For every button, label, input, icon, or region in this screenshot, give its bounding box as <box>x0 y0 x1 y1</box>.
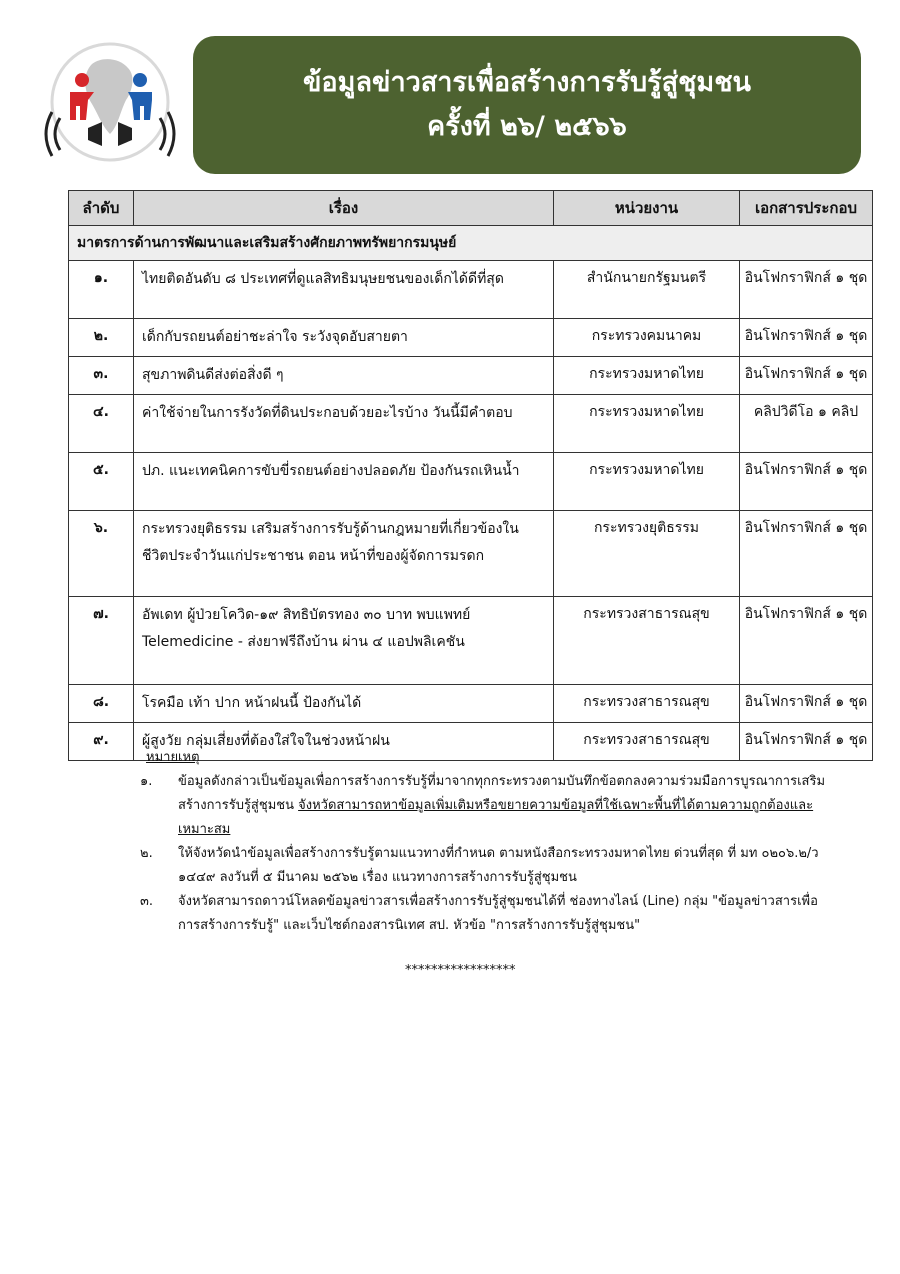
row-number: ๙. <box>69 723 134 761</box>
note-item <box>118 770 838 842</box>
row-topic: สุขภาพดินดีส่งต่อสิ่งดี ๆ <box>134 357 554 395</box>
table-row <box>69 511 873 597</box>
table-row <box>69 685 873 723</box>
header-no: ลำดับ <box>69 191 134 226</box>
note-item <box>118 842 838 890</box>
row-doc: อินโฟกราฟิกส์ ๑ ชุด <box>740 597 873 685</box>
row-doc: อินโฟกราฟิกส์ ๑ ชุด <box>740 357 873 395</box>
row-agency: กระทรวงคมนาคม <box>554 319 740 357</box>
section-row <box>69 226 873 261</box>
row-number: ๓. <box>69 357 134 395</box>
row-doc: อินโฟกราฟิกส์ ๑ ชุด <box>740 261 873 319</box>
news-table <box>68 190 873 761</box>
row-topic: เด็กกับรถยนต์อย่าชะล่าใจ ระวังจุดอับสายตา <box>134 319 554 357</box>
row-agency: กระทรวงสาธารณสุข <box>554 597 740 685</box>
row-number: ๒. <box>69 319 134 357</box>
row-topic: ไทยติดอันดับ ๘ ประเทศที่ดูแลสิทธิมนุษยชนของเด็กได้ดีที่สุด <box>134 261 554 319</box>
row-agency: กระทรวงมหาดไทย <box>554 357 740 395</box>
row-number: ๑. <box>69 261 134 319</box>
section-title: มาตรการด้านการพัฒนาและเสริมสร้างศักยภาพทรัพยากรมนุษย์ <box>69 226 873 261</box>
header-topic: เรื่อง <box>134 191 554 226</box>
row-number: ๖. <box>69 511 134 597</box>
header-doc: เอกสารประกอบ <box>740 191 873 226</box>
row-topic: ค่าใช้จ่ายในการรังวัดที่ดินประกอบด้วยอะไรบ้าง วันนี้มีคำตอบ <box>134 395 554 453</box>
row-doc: อินโฟกราฟิกส์ ๑ ชุด <box>740 685 873 723</box>
row-agency: กระทรวงสาธารณสุข <box>554 723 740 761</box>
row-topic: อัพเดท ผู้ป่วยโควิด-๑๙ สิทธิบัตรทอง ๓๐ บาท พบแพทย์ Telemedicine - ส่งยาฟรีถึงบ้าน ผ่าน ๔ แอปพลิเคชัน <box>134 597 554 685</box>
row-doc: อินโฟกราฟิกส์ ๑ ชุด <box>740 723 873 761</box>
note-text-underlined: จังหวัดสามารถหาข้อมูลเพิ่มเติมหรือขยายความข้อมูลที่ใช้เฉพาะพื้นที่ได้ตามความถูกต้องและเหมาะสม <box>178 798 814 837</box>
note-text: ให้จังหวัดนำข้อมูลเพื่อสร้างการรับรู้ตามแนวทางที่กำหนด ตามหนังสือกระทรวงมหาดไทย ด่วนที่สุด ที่ มท ๐๒๐๖.๒/ว ๑๔๔๙ ลงวันที่ ๕ มีนาคม ๒๕๖๒ เรื่อง แนวทางการสร้างการรับรู้สู่ชุมชน <box>178 846 819 885</box>
note-number: ๒. <box>140 846 153 861</box>
row-doc: อินโฟกราฟิกส์ ๑ ชุด <box>740 319 873 357</box>
note-text: จังหวัดสามารถดาวน์โหลดข้อมูลข่าวสารเพื่อสร้างการรับรู้สู่ชุมชนได้ที่ ช่องทางไลน์ (Line) กลุ่ม "ข้อมูลข่าวสารเพื่อการสร้างการรับรู้" และเว็บไซต์กองสารนิเทศ สป. หัวข้อ "การสร้างการรับรู้สู่ชุมชน" <box>178 894 818 933</box>
row-agency: กระทรวงสาธารณสุข <box>554 685 740 723</box>
row-doc: คลิปวิดีโอ ๑ คลิป <box>740 395 873 453</box>
row-agency: กระทรวงมหาดไทย <box>554 395 740 453</box>
table-row <box>69 597 873 685</box>
row-number: ๗. <box>69 597 134 685</box>
row-topic: ปภ. แนะเทคนิคการขับขี่รถยนต์อย่างปลอดภัย ป้องกันรถเหินน้ำ <box>134 453 554 511</box>
table-row <box>69 261 873 319</box>
row-number: ๔. <box>69 395 134 453</box>
row-agency: กระทรวงยุติธรรม <box>554 511 740 597</box>
row-agency: กระทรวงมหาดไทย <box>554 453 740 511</box>
note-text <box>170 770 838 842</box>
note-number: ๓. <box>140 894 154 909</box>
row-agency: สำนักนายกรัฐมนตรี <box>554 261 740 319</box>
table-row <box>69 319 873 357</box>
header-agency: หน่วยงาน <box>554 191 740 226</box>
row-topic: กระทรวงยุติธรรม เสริมสร้างการรับรู้ด้านกฎหมายที่เกี่ยวข้องในชีวิตประจำวันแก่ประชาชน ตอน หน้าที่ของผู้จัดการมรดก <box>134 511 554 597</box>
note-number: ๑. <box>140 774 153 789</box>
note-item <box>118 890 838 938</box>
title-banner <box>193 36 861 174</box>
row-topic: โรคมือ เท้า ปาก หน้าฝนนี้ ป้องกันได้ <box>134 685 554 723</box>
row-number: ๘. <box>69 685 134 723</box>
row-number: ๕. <box>69 453 134 511</box>
logo <box>40 42 180 162</box>
table-row <box>69 357 873 395</box>
table-row <box>69 453 873 511</box>
row-topic: ผู้สูงวัย กลุ่มเสี่ยงที่ต้องใส่ใจในช่วงหน้าฝน <box>134 723 554 761</box>
title-line-2: ครั้งที่ ๒๖/ ๒๕๖๖ <box>427 111 627 142</box>
row-doc: อินโฟกราฟิกส์ ๑ ชุด <box>740 453 873 511</box>
note-text-plain: ข้อมูลดังกล่าวเป็นข้อมูลเพื่อการสร้างการรับรู้ที่มาจากทุกกระทรวงตามบันทึกข้อตกลงความร่วมมือการบูรณาการเสริมสร้างการรับรู้สู่ชุมชน <box>178 774 826 813</box>
notes-heading: หมายเหตุ <box>146 750 200 765</box>
notes-section <box>118 746 838 938</box>
table-row <box>69 395 873 453</box>
table-header-row <box>69 191 873 226</box>
end-stars: ***************** <box>405 963 516 978</box>
title-line-1: ข้อมูลข่าวสารเพื่อสร้างการรับรู้สู่ชุมชน <box>302 67 752 98</box>
row-doc: อินโฟกราฟิกส์ ๑ ชุด <box>740 511 873 597</box>
